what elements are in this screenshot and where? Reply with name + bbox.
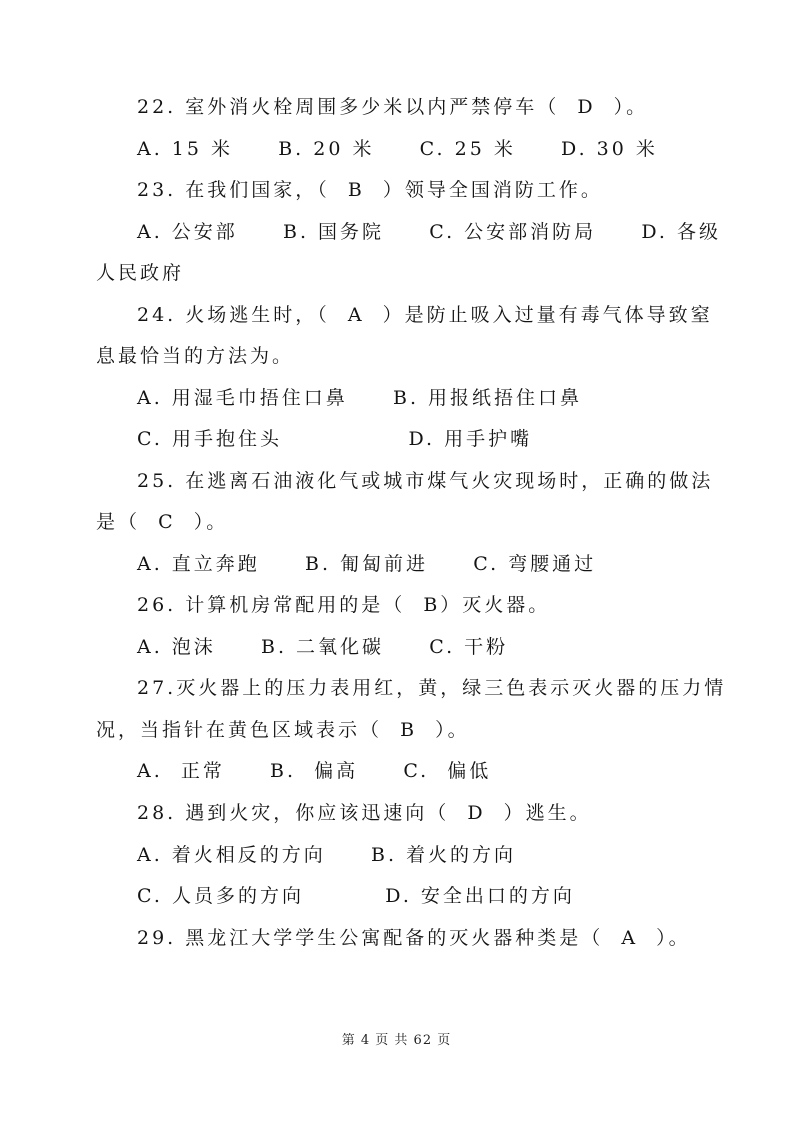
question-23-options-cont: 人民政府 <box>96 262 185 284</box>
question-23-options: A. 公安部 B. 国务院 C. 公安部消防局 D. 各级 <box>137 221 722 243</box>
question-23: 23. 在我们国家，（ B ）领导全国消防工作。 <box>137 179 603 201</box>
question-24-options-ab: A. 用湿毛巾捂住口鼻 B. 用报纸捂住口鼻 <box>137 387 583 409</box>
question-24-options-cd: C. 用手抱住头 D. 用手护嘴 <box>137 428 533 450</box>
question-26: 26. 计算机房常配用的是（ B）灭火器。 <box>137 594 551 616</box>
question-27-cont: 况，当指针在黄色区域表示（ B ）。 <box>96 719 470 741</box>
question-24-cont: 息最恰当的方法为。 <box>96 345 295 367</box>
question-28-options-cd: C. 人员多的方向 D. 安全出口的方向 <box>137 885 575 907</box>
question-27: 27.灭火器上的压力表用红，黄，绿三色表示灭火器的压力情 <box>137 677 727 699</box>
question-29: 29. 黑龙江大学学生公寓配备的灭火器种类是（ A ）。 <box>137 927 691 949</box>
question-27-options: A. 正常 B. 偏高 C. 偏低 <box>137 760 492 782</box>
question-25: 25. 在逃离石油液化气或城市煤气火灾现场时，正确的做法 <box>137 470 714 492</box>
question-26-options: A. 泡沫 B. 二氧化碳 C. 干粉 <box>137 636 509 658</box>
question-24: 24. 火场逃生时，（ A ）是防止吸入过量有毒气体导致窒 <box>137 304 713 326</box>
question-25-cont: 是（ C ）。 <box>96 511 229 533</box>
question-22: 22. 室外消火栓周围多少米以内严禁停车（ D ）。 <box>137 96 649 118</box>
question-22-options: A. 15 米 B. 20 米 C. 25 米 D. 30 米 <box>137 138 658 160</box>
page-number-footer: 第 4 页 共 62 页 <box>341 1033 452 1048</box>
question-25-options: A. 直立奔跑 B. 匍匐前进 C. 弯腰通过 <box>137 553 597 575</box>
question-28-options-ab: A. 着火相反的方向 B. 着火的方向 <box>137 844 517 866</box>
question-28: 28. 遇到火灾，你应该迅速向（ D ）逃生。 <box>137 802 592 824</box>
